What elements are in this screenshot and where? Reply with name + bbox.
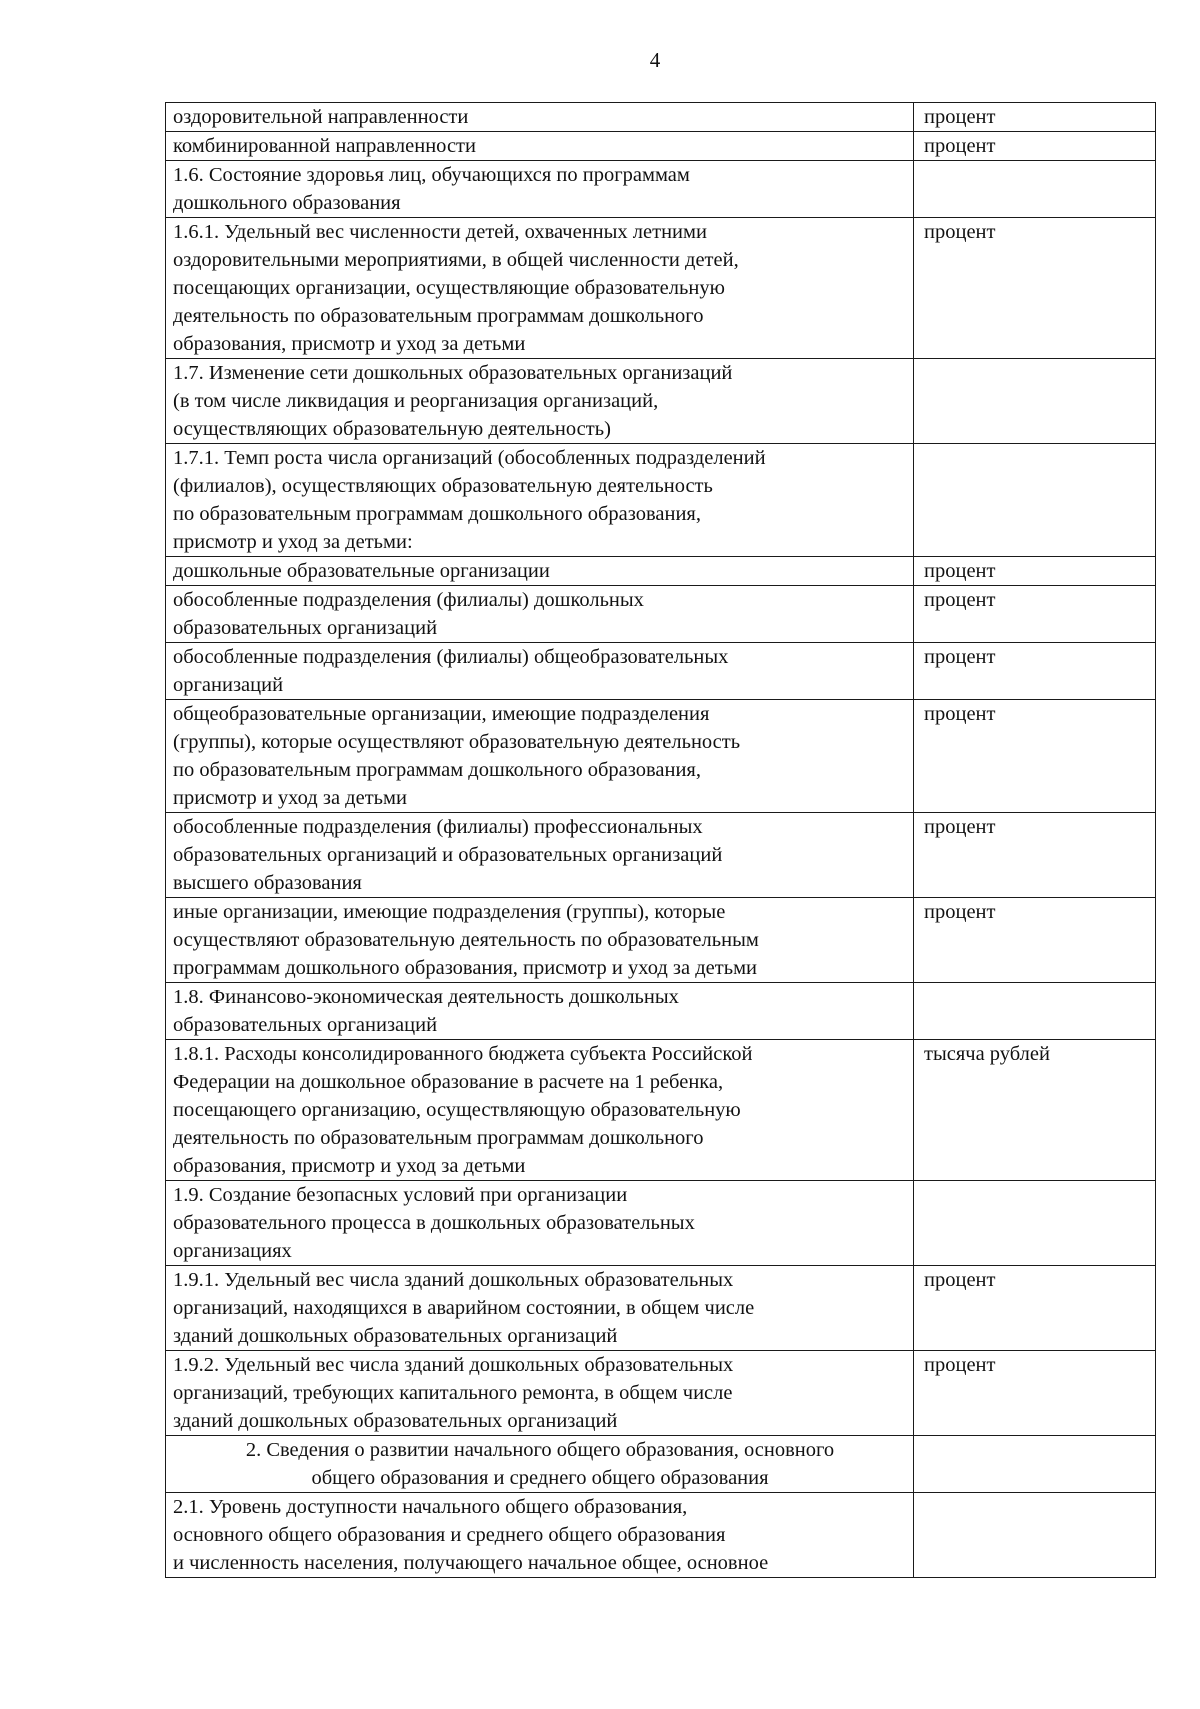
indicator-name-cell [166,359,914,444]
unit-cell: процент [914,132,1156,161]
indicator-line: 2. Сведения о развитии начального общего образования, основного [245,1439,835,1461]
indicator-line: деятельность по образовательным программам дошкольного [173,305,704,327]
indicator-line: обособленные подразделения (филиалы) общеобразовательных [173,646,729,668]
indicator-line: 1.7. Изменение сети дошкольных образовательных организаций [173,362,733,384]
table-row [166,1351,1156,1436]
indicator-line: посещающих организации, осуществляющие образовательную [173,277,725,299]
indicator-line: организаций, находящихся в аварийном состоянии, в общем числе [173,1297,755,1319]
indicator-line: и численность населения, получающего начальное общее, основное [173,1552,769,1574]
indicator-name-cell [166,700,914,813]
indicator-line: осуществляющих образовательную деятельность) [173,418,611,440]
unit-cell: процент [914,1266,1156,1351]
indicator-line: по образовательным программам дошкольного образования, [173,759,701,781]
table-row [166,1181,1156,1266]
unit-cell: процент [914,898,1156,983]
table-row [166,898,1156,983]
indicator-line: дошкольные образовательные организации [173,560,550,582]
unit-cell: тысяча рублей [914,1040,1156,1181]
unit-cell: процент [914,586,1156,643]
indicator-name-cell [166,1436,914,1493]
indicator-line: обособленные подразделения (филиалы) профессиональных [173,816,703,838]
indicator-line: 1.9.2. Удельный вес числа зданий дошкольных образовательных [173,1354,734,1376]
page-number: 4 [649,48,661,72]
indicator-line: 1.8.1. Расходы консолидированного бюджета субъекта Российской [173,1043,753,1065]
table-row [166,218,1156,359]
indicator-line: присмотр и уход за детьми [173,787,407,809]
indicator-line: (группы), которые осуществляют образовательную деятельность [173,731,741,753]
indicator-line: 1.8. Финансово-экономическая деятельность дошкольных [173,986,679,1008]
indicator-line: 1.6. Состояние здоровья лиц, обучающихся по программам [173,164,690,186]
unit-cell: процент [914,643,1156,700]
indicator-line: общеобразовательные организации, имеющие подразделения [173,703,710,725]
unit-cell: процент [914,700,1156,813]
indicator-line: 1.9.1. Удельный вес числа зданий дошкольных образовательных [173,1269,734,1291]
indicator-line: 1.6.1. Удельный вес численности детей, охваченных летними [173,221,707,243]
unit-cell [914,1181,1156,1266]
indicator-name-cell [166,161,914,218]
indicator-name-cell [166,813,914,898]
indicator-line: осуществляют образовательную деятельность по образовательным [173,929,759,951]
table-row [166,983,1156,1040]
indicator-line: высшего образования [173,872,362,894]
indicator-line: программам дошкольного образования, присмотр и уход за детьми [173,957,758,979]
indicator-line: 2.1. Уровень доступности начального общего образования, [173,1496,688,1518]
unit-cell: процент [914,557,1156,586]
indicator-line: присмотр и уход за детьми: [173,531,413,553]
indicator-line: образовательных организаций [173,1014,438,1036]
indicator-line: деятельность по образовательным программам дошкольного [173,1127,704,1149]
indicator-line: обособленные подразделения (филиалы) дошкольных [173,589,644,611]
indicator-name-cell [166,643,914,700]
indicator-line: зданий дошкольных образовательных организаций [173,1325,618,1347]
indicator-line: организаций, требующих капитального ремонта, в общем числе [173,1382,733,1404]
table-row [166,103,1156,132]
indicator-line: иные организации, имеющие подразделения (группы), которые [173,901,726,923]
table-row [166,1266,1156,1351]
unit-cell: процент [914,1351,1156,1436]
indicator-name-cell [166,444,914,557]
table-row [166,586,1156,643]
indicator-line: посещающего организацию, осуществляющую образовательную [173,1099,741,1121]
indicator-line: 1.7.1. Темп роста числа организаций (обособленных подразделений [173,447,766,469]
unit-cell [914,983,1156,1040]
table-row [166,700,1156,813]
indicators-table [165,102,1156,1578]
unit-cell: процент [914,218,1156,359]
indicator-line: комбинированной направленности [173,135,476,157]
table-row [166,359,1156,444]
unit-cell [914,1436,1156,1493]
unit-cell [914,1493,1156,1578]
indicator-name-cell [166,1181,914,1266]
table-row [166,444,1156,557]
indicator-line: оздоровительными мероприятиями, в общей численности детей, [173,249,739,271]
table-row [166,643,1156,700]
indicator-line: организаций [173,674,284,696]
indicator-line: 1.9. Создание безопасных условий при организации [173,1184,628,1206]
indicator-name-cell [166,557,914,586]
table-row [166,1493,1156,1578]
indicator-name-cell [166,103,914,132]
unit-cell [914,161,1156,218]
table-row [166,557,1156,586]
unit-cell [914,359,1156,444]
indicator-line: (в том числе ликвидация и реорганизация организаций, [173,390,659,412]
indicator-line: по образовательным программам дошкольного образования, [173,503,701,525]
indicator-line: общего образования и среднего общего образования [311,1467,769,1489]
indicator-line: зданий дошкольных образовательных организаций [173,1410,618,1432]
table-row [166,1436,1156,1493]
table-row [166,1040,1156,1181]
indicator-line: образования, присмотр и уход за детьми [173,333,526,355]
table-row [166,132,1156,161]
indicator-line: образовательного процесса в дошкольных образовательных [173,1212,695,1234]
indicator-line: оздоровительной направленности [173,106,469,128]
indicator-line: организациях [173,1240,292,1262]
indicator-line: образовательных организаций [173,617,438,639]
indicator-name-cell [166,1351,914,1436]
unit-cell: процент [914,813,1156,898]
indicator-name-cell [166,132,914,161]
indicator-line: основного общего образования и среднего общего образования [173,1524,726,1546]
table-row [166,161,1156,218]
indicator-name-cell [166,586,914,643]
indicator-line: (филиалов), осуществляющих образовательную деятельность [173,475,713,497]
indicator-name-cell [166,1266,914,1351]
unit-cell: процент [914,103,1156,132]
indicator-name-cell [166,983,914,1040]
table-body [166,103,1156,1578]
indicator-line: образования, присмотр и уход за детьми [173,1155,526,1177]
indicator-name-cell [166,898,914,983]
indicator-name-cell [166,1493,914,1578]
indicator-name-cell [166,1040,914,1181]
indicator-line: Федерации на дошкольное образование в расчете на 1 ребенка, [173,1071,724,1093]
unit-cell [914,444,1156,557]
indicator-line: образовательных организаций и образовательных организаций [173,844,723,866]
indicator-name-cell [166,218,914,359]
indicator-line: дошкольного образования [173,192,401,214]
table-row [166,813,1156,898]
